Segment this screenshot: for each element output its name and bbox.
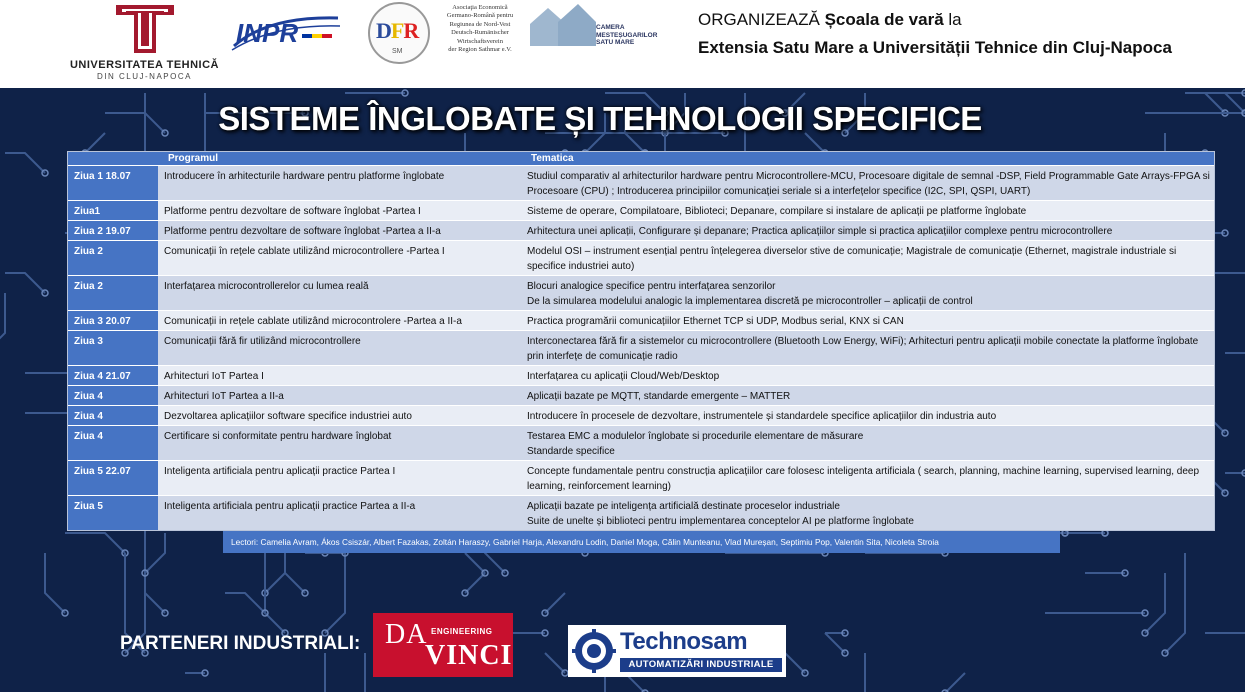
table-row [68, 385, 1214, 405]
partners-label: PARTENERI INDUSTRIALI: [120, 633, 361, 654]
davinci-vinci: VINCI [425, 640, 513, 671]
dfr-logo [368, 2, 528, 64]
dfr-letters: DFR [376, 18, 419, 43]
table-row [68, 240, 1214, 275]
cell-program: Comunicații în rețele cablate utilizând microcontrollere -Partea I [158, 240, 521, 275]
houses-icon [528, 2, 598, 48]
cell-day: Ziua 5 [68, 495, 158, 530]
tematica-line: Standarde specifice [527, 445, 615, 457]
cell-tematica [521, 385, 1214, 405]
cell-program: Interfațarea microcontrollerelor cu lumea reală [158, 275, 521, 310]
tematica-line: Practica programării comunicațiilor Ethernet TCP si UDP, Modbus serial, KNX si CAN [527, 315, 904, 327]
schedule-table [67, 151, 1215, 531]
gear-globe-icon [572, 629, 616, 673]
organizer-line: ORGANIZEAZĂ Școala de vară la [698, 10, 962, 29]
cell-program: Arhitecturi IoT Partea I [158, 365, 521, 385]
tematica-line: Sisteme de operare, Compilatoare, Biblioteci; Depanare, compilare si instalare de aplicații pe platforme înglobate [527, 205, 1027, 217]
cell-program: Platforme pentru dezvoltare de software înglobat -Partea a II-a [158, 220, 521, 240]
cell-day: Ziua 3 20.07 [68, 310, 158, 330]
davinci-engineering: ENGINEERING [431, 627, 493, 636]
cell-day: Ziua 3 [68, 330, 158, 365]
cell-tematica [521, 495, 1214, 530]
cell-tematica [521, 275, 1214, 310]
tematica-line: Introducere în procesele de dezvoltare, instrumentele și standardele specifice aplicațiilor din industria auto [527, 410, 997, 422]
tematica-line: Aplicații bazate pe MQTT, standarde emergente – MATTER [527, 390, 791, 402]
tematica-line: Interfațarea cu aplicații Cloud/Web/Desktop [527, 370, 720, 382]
technosam-subtitle: AUTOMATIZĂRI INDUSTRIALE [620, 658, 782, 672]
cell-day: Ziua 5 22.07 [68, 460, 158, 495]
table-row [68, 330, 1214, 365]
tematica-line: Studiul comparativ al arhitecturilor hardware pentru Microcontrollere-MCU, Procesoare digitale de semnal -DSP, Field Programmable Gate Arrays-FPGA si Procesoare (CPU) ; Introducerea principiilor comunicației seriale si a interfețelor specifice (I2C, SPI, QSPI, UART) [527, 170, 1210, 197]
cell-tematica [521, 365, 1214, 385]
cell-tematica [521, 405, 1214, 425]
davinci-logo [373, 613, 513, 677]
tematica-line: Aplicații bazate pe inteligența artificială destinate proceselor industriale [527, 500, 840, 512]
header-programul: Programul [158, 152, 521, 165]
dfr-emblem [368, 2, 430, 64]
table-header-row [68, 152, 1214, 165]
cell-program: Inteligenta artificiala pentru aplicații practice Partea a II-a [158, 495, 521, 530]
cell-day: Ziua 2 [68, 240, 158, 275]
inpr-text: INPR [236, 18, 299, 48]
camera-mestesugarilor-logo [528, 2, 668, 58]
organizer-location: Extensia Satu Mare a Universității Tehnice din Cluj-Napoca [698, 38, 1172, 57]
technosam-name: Technosam [620, 628, 748, 655]
cell-program: Comunicații in rețele cablate utilizând microcontrolere -Partea a II-a [158, 310, 521, 330]
page-title: SISTEME ÎNGLOBATE ȘI TEHNOLOGII SPECIFICE [218, 100, 982, 137]
cell-tematica [521, 165, 1214, 200]
cell-day: Ziua 1 18.07 [68, 165, 158, 200]
cell-day: Ziua 2 [68, 275, 158, 310]
cell-tematica [521, 330, 1214, 365]
table-row [68, 200, 1214, 220]
cell-tematica [521, 425, 1214, 460]
table-row [68, 425, 1214, 460]
cell-day: Ziua 4 [68, 405, 158, 425]
utcn-city: DIN CLUJ-NAPOCA [97, 72, 192, 81]
tematica-line: Suite de unelte și biblioteci pentru implementarea conceptelor AI pe platforme înglobate [527, 515, 914, 527]
tematica-line: Interconectarea fără fir a sistemelor cu microcontrollere (Bluetooth Low Energy, WiFi); Arhitecturi pentru aplicații mobile conectate la platforme înglobate prin interfețe de comunicație radio [527, 335, 1199, 362]
tematica-line: Arhitectura unei aplicații, Configurare și depanare; Practica aplicațiilor simple si practica aplicațiilor complexe pentru microcontrollere [527, 225, 1113, 237]
tematica-line: Modelul OSI – instrument esențial pentru înțelegerea diverselor stive de comunicație; Magistrale de comunicație (Ethernet, magistrale industriale si specifice industriei auto) [527, 245, 1177, 272]
cell-tematica [521, 200, 1214, 220]
dfr-sm: SM [392, 48, 403, 55]
cell-program: Arhitecturi IoT Partea a II-a [158, 385, 521, 405]
inpr-logo [228, 12, 343, 52]
cell-day: Ziua1 [68, 200, 158, 220]
cell-program: Dezvoltarea aplicațiilor software specifice industriei auto [158, 405, 521, 425]
tematica-line: Concepte fundamentale pentru construcția aplicațiilor care folosesc inteligenta artificiala ( search, planning, machine learning, supervised learning, deep learning, reinforcement learning) [527, 465, 1200, 492]
utcn-emblem-icon [112, 3, 178, 55]
lecturers-bar: Lectori: Camelia Avram, Ákos Csiszár, Albert Fazakas, Zoltán Haraszy, Gabriel Harja, Alexandru Lodin, Daniel Moga, Călin Munteanu, Vlad Mureșan, Septimiu Pop, Valentin Sita, Nicoleta Stroia [223, 531, 1060, 553]
cell-day: Ziua 4 21.07 [68, 365, 158, 385]
cell-day: Ziua 4 [68, 425, 158, 460]
table-row [68, 365, 1214, 385]
cell-program: Platforme pentru dezvoltare de software înglobat -Partea I [158, 200, 521, 220]
table-row [68, 165, 1214, 200]
header-day [68, 152, 158, 165]
table-row [68, 275, 1214, 310]
cell-tematica [521, 310, 1214, 330]
technosam-logo [568, 625, 786, 677]
tematica-line: De la simularea modelului analogic la implementarea discretă pe microcontroller – aplicații de control [527, 295, 973, 307]
cell-program: Introducere în arhitecturile hardware pentru platforme înglobate [158, 165, 521, 200]
cell-tematica [521, 220, 1214, 240]
header-tematica: Tematica [521, 152, 1214, 165]
cell-day: Ziua 4 [68, 385, 158, 405]
camera-text: CAMERA MESTEȘUGARILOR SATU MARE [596, 24, 658, 46]
table-row [68, 495, 1214, 530]
cell-day: Ziua 2 19.07 [68, 220, 158, 240]
inpr-logo-icon [228, 12, 343, 52]
table-row [68, 405, 1214, 425]
cell-program: Inteligenta artificiala pentru aplicații practice Partea I [158, 460, 521, 495]
table-row [68, 220, 1214, 240]
cell-program: Comunicații fără fir utilizând microcontrollere [158, 330, 521, 365]
cell-program: Certificare si conformitate pentru hardware înglobat [158, 425, 521, 460]
dfr-association-text: Asociaţia Economică Germano-Română pentru Regiunea de Nord-Vest Deutsch-Rumänischer Wirtschaftsverein der Region Sathmar e.V. [446, 4, 514, 54]
davinci-da: DA [385, 619, 428, 650]
utcn-logo [62, 3, 227, 85]
tematica-line: Testarea EMC a modulelor înglobate si procedurile elementare de măsurare [527, 430, 864, 442]
utcn-name: UNIVERSITATEA TEHNICĂ [69, 59, 220, 71]
cell-tematica [521, 240, 1214, 275]
table-row [68, 310, 1214, 330]
table-row [68, 460, 1214, 495]
header [0, 0, 1245, 88]
cell-tematica [521, 460, 1214, 495]
tematica-line: Blocuri analogice specifice pentru interfațarea senzorilor [527, 280, 776, 292]
